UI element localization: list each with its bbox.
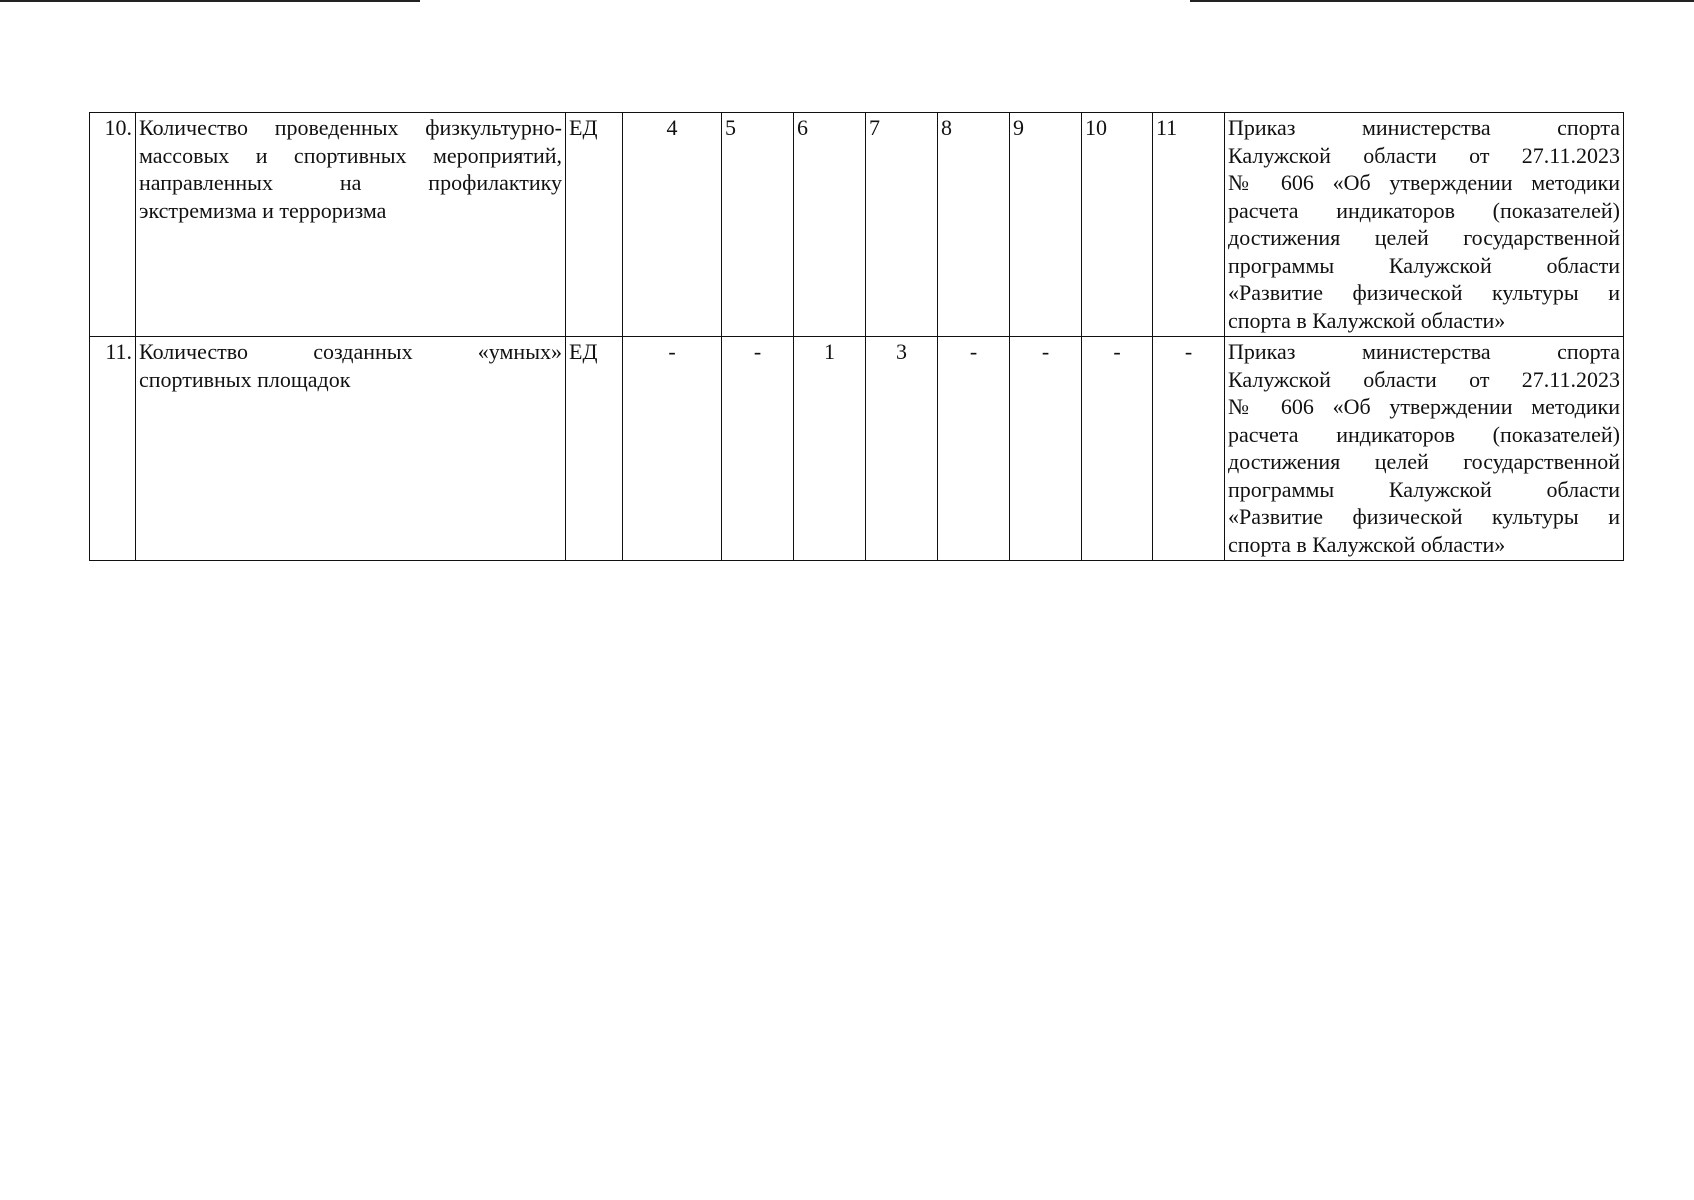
row-number: 10. [90, 113, 136, 337]
indicator-name-line: спортивных площадок [139, 366, 351, 392]
value-cell: 6 [794, 113, 866, 337]
indicator-name-line: направленных на профилактику [139, 170, 562, 195]
value-cell: 5 [722, 113, 794, 337]
basis-line: программы Калужской области [1228, 476, 1620, 502]
value-cell: 10 [1082, 113, 1153, 337]
table-row [90, 113, 1624, 337]
basis-line: «Развитие физической культуры и [1228, 280, 1620, 305]
value-cell: 1 [794, 337, 866, 561]
indicator-name [136, 337, 566, 561]
basis-line: расчета индикаторов (показателей) [1228, 421, 1620, 447]
top-edge-line-right [1190, 0, 1694, 2]
table-row [90, 337, 1624, 561]
value-cell: 7 [866, 113, 938, 337]
basis-line: спорта в Калужской области» [1228, 307, 1506, 333]
indicator-name-line: экстремизма и терроризма [139, 197, 387, 223]
basis-line: Калужской области от 27.11.2023 [1228, 366, 1620, 392]
value-cell: 4 [623, 113, 722, 337]
basis-line: «Развитие физической культуры и [1228, 504, 1620, 529]
basis-document [1225, 113, 1624, 337]
value-cell: - [1082, 337, 1153, 561]
basis-line: № 606 «Об утверждении методики [1228, 394, 1620, 419]
value-cell: - [938, 337, 1010, 561]
value-cell: - [722, 337, 794, 561]
top-edge-line-left [0, 0, 420, 2]
basis-line: Калужской области от 27.11.2023 [1228, 142, 1620, 168]
value-cell: 3 [866, 337, 938, 561]
indicator-name-line: массовых и спортивных мероприятий, [139, 142, 562, 168]
basis-line: программы Калужской области [1228, 252, 1620, 278]
value-cell: 9 [1010, 113, 1082, 337]
value-cell: - [1153, 337, 1225, 561]
indicators-table [89, 112, 1624, 561]
basis-line: Приказ министерства спорта [1228, 115, 1620, 140]
indicator-name-line: Количество созданных «умных» [139, 339, 562, 364]
row-number: 11. [90, 337, 136, 561]
basis-line: спорта в Калужской области» [1228, 531, 1506, 557]
value-cell: 8 [938, 113, 1010, 337]
basis-line: Приказ министерства спорта [1228, 339, 1620, 364]
value-cell: - [1010, 337, 1082, 561]
basis-document [1225, 337, 1624, 561]
value-cell: 11 [1153, 113, 1225, 337]
indicator-name [136, 113, 566, 337]
basis-line: достижения целей государственной [1228, 225, 1620, 250]
unit-cell: ЕД [566, 337, 623, 561]
indicator-name-line: Количество проведенных физкультурно- [139, 115, 562, 140]
value-cell: - [623, 337, 722, 561]
unit-cell: ЕД [566, 113, 623, 337]
basis-line: достижения целей государственной [1228, 449, 1620, 474]
basis-line: расчета индикаторов (показателей) [1228, 197, 1620, 223]
basis-line: № 606 «Об утверждении методики [1228, 170, 1620, 195]
